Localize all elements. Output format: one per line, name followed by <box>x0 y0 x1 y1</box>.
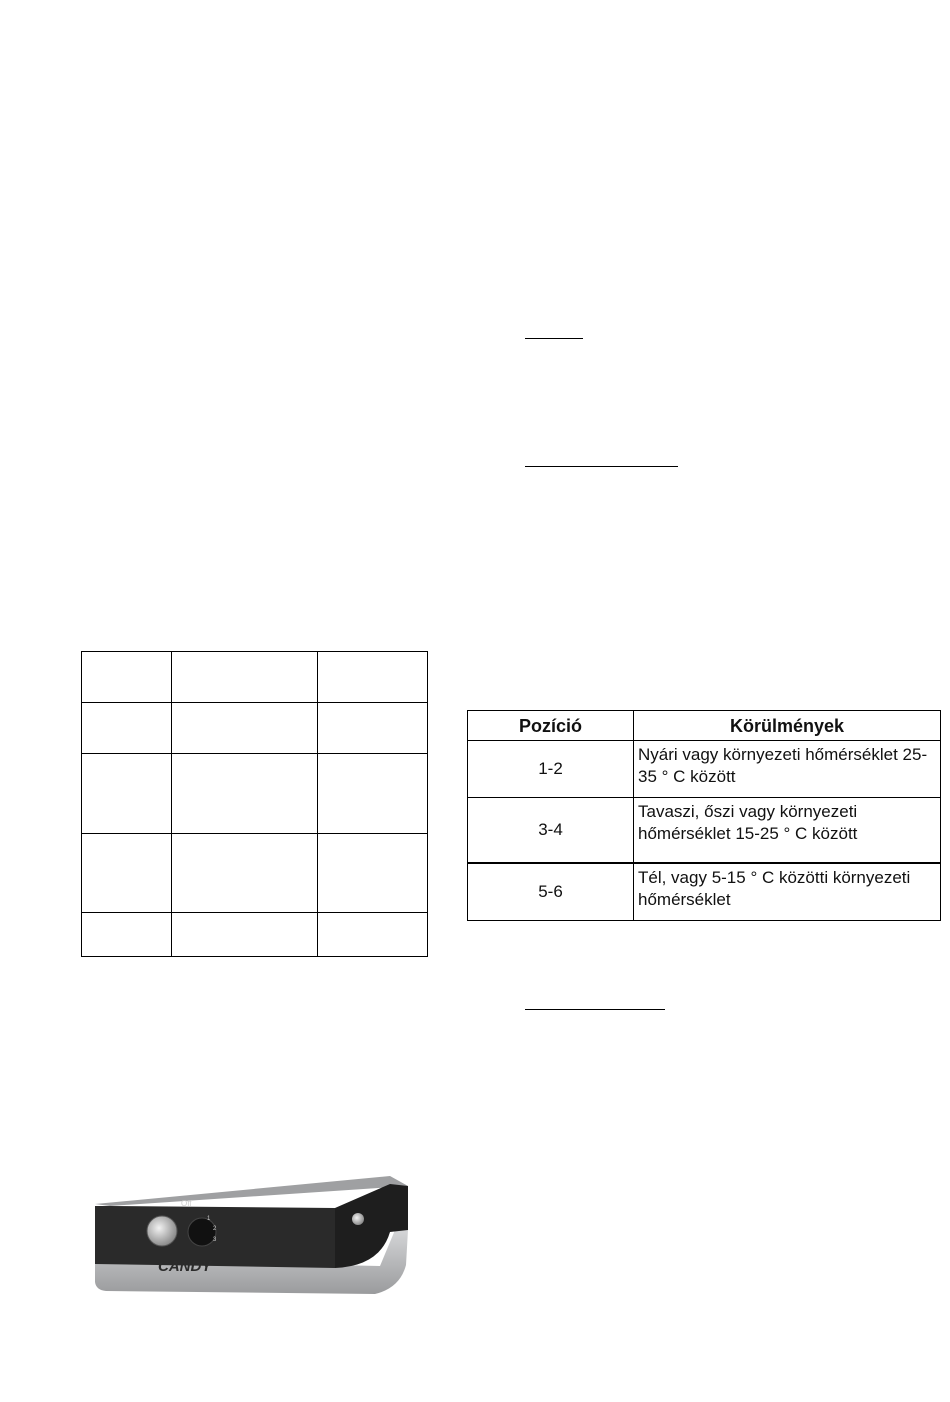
position-value: 3-4 <box>468 798 634 864</box>
dial-off-label: Off <box>181 1199 192 1208</box>
header-position: Pozíció <box>468 711 634 741</box>
table-row <box>468 741 941 798</box>
table-row <box>468 798 941 864</box>
condition-text: Tél, vagy 5-15 ° C közötti környezeti hőmérséklet <box>634 863 941 921</box>
condition-text: Tavaszi, őszi vagy környezeti hőmérséklet 15-25 ° C között <box>634 798 941 864</box>
header-conditions: Körülmények <box>634 711 941 741</box>
dial-mark: 2 <box>213 1226 217 1232</box>
condition-text: Nyári vagy környezeti hőmérséklet 25-35 ° C között <box>634 741 941 798</box>
heading-underline-2 <box>525 466 678 467</box>
table-row <box>468 863 941 921</box>
dial-mark: 3 <box>213 1237 217 1243</box>
dial-mark: 1 <box>207 1216 211 1222</box>
thermostat-knob[interactable] <box>147 1216 177 1246</box>
thermostat-housing-illustration <box>90 1170 415 1300</box>
heading-underline-1 <box>525 338 583 339</box>
heading-underline-3 <box>525 1009 665 1010</box>
brand-logo: CANDY <box>158 1258 212 1275</box>
position-value: 5-6 <box>468 863 634 921</box>
empty-grid-table <box>81 651 428 957</box>
thermostat-dial[interactable] <box>188 1218 216 1246</box>
position-conditions-table <box>467 710 941 921</box>
position-value: 1-2 <box>468 741 634 798</box>
indicator-light <box>352 1213 364 1225</box>
